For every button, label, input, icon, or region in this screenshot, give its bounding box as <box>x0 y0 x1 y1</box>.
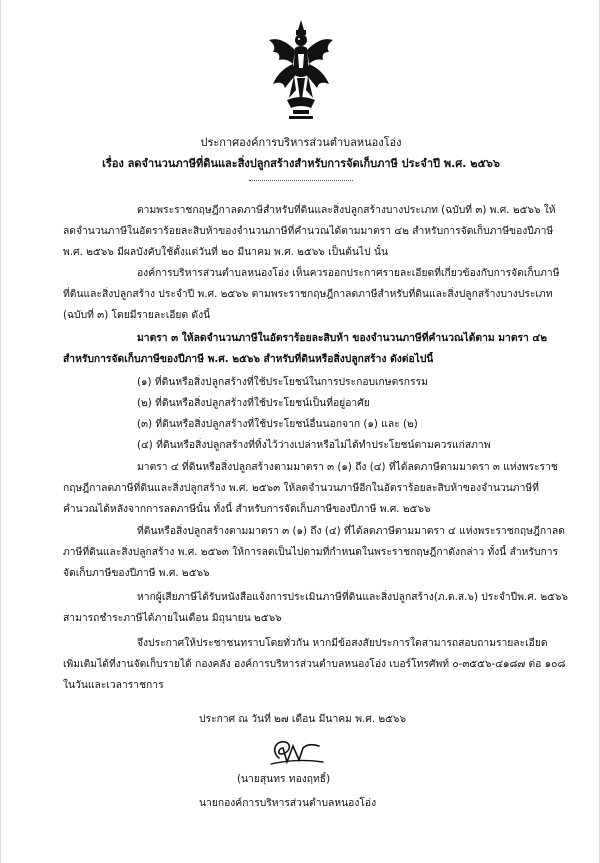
list-item: (๒) ที่ดินหรือสิ่งปลูกสร้างที่ใช้ประโยชน์เป็นที่อยู่อาศัย <box>137 397 370 409</box>
paragraph-line: จัดเก็บภาษีของปีภาษี พ.ศ. ๒๕๖๖ <box>63 567 210 579</box>
list-item: (๑) ที่ดินหรือสิ่งปลูกสร้างที่ใช้ประโยชน์ในการประกอบเกษตรกรรม <box>137 376 428 388</box>
paragraph-line: มาตรา ๔ ที่ดินหรือสิ่งปลูกสร้างตามมาตรา ๓ (๑) ถึง (๔) ที่ได้ลดภาษีตามมาตรา ๓ แห่งพระราช <box>137 461 558 473</box>
paragraph-line: จึงประกาศให้ประชาชนทราบโดยทั่วกัน หากมีข้อสงสัยประการใดสามารถสอบถามรายละเอียด <box>137 637 548 649</box>
date-line: ประกาศ ณ วันที่ ๒๗ เดือน มีนาคม พ.ศ. ๒๕๖๖ <box>199 713 406 725</box>
org-heading: ประกาศองค์การบริหารส่วนตำบลหนองโอ่ง <box>200 136 402 149</box>
paragraph-line: ลดจำนวนภาษีในอัตราร้อยละสิบห้าของจำนวนภาษีที่คำนวณได้ตามมาตรา ๔๒ สำหรับการจัดเก็บภาษีของปีภาษี <box>63 225 554 237</box>
paragraph-line: ตามพระราชกฤษฎีกาลดภาษีสำหรับที่ดินและสิ่งปลูกสร้างบางประเภท (ฉบับที่ ๓) พ.ศ. ๒๕๖๖ ให้ <box>137 204 556 216</box>
section-3-line: มาตรา ๓ ให้ลดจำนวนภาษีในอัตราร้อยละสิบห้า ของจำนวนภาษีที่คำนวณได้ตาม มาตรา ๔๒ <box>137 332 547 344</box>
signature-image <box>267 734 329 768</box>
paragraph-line: สามารถชำระภาษีได้ภายในเดือน มิถุนายน ๒๕๖๖ <box>63 612 282 624</box>
paragraph-line: ในวันและเวลาราชการ <box>63 679 164 691</box>
paragraph-line: ภาษีที่ดินและสิ่งปลูกสร้าง พ.ศ. ๒๕๖๓ ให้การลดเป็นไปตามที่กำหนดในพระราชกฤษฎีกาดังกล่าว ทั้งนี้ สำหรับการ <box>63 546 559 558</box>
garuda-emblem-icon <box>263 18 339 122</box>
list-item: (๔) ที่ดินหรือสิ่งปลูกสร้างที่ทิ้งไว้ว่างเปล่าหรือไม่ได้ทำประโยชน์ตามควรแก่สภาพ <box>137 439 491 451</box>
signer-title: นายกองค์การบริหารส่วนตำบลหนองโอ่ง <box>199 797 377 809</box>
paragraph-line: องค์การบริหารส่วนตำบลหนองโอ่ง เห็นควรออกประกาศรายละเอียดที่เกี่ยวข้องกับการจัดเก็บภาษี <box>137 267 560 279</box>
signer-name: (นายสุนทร ทองฤทธิ์) <box>237 773 331 785</box>
paragraph-line: (ฉบับที่ ๓) โดยมีรายละเอียด ดังนี้ <box>63 309 211 321</box>
paragraph-line: พ.ศ. ๒๕๖๖ มีผลบังคับใช้ตั้งแต่วันที่ ๒๐ มีนาคม พ.ศ. ๒๕๖๖ เป็นต้นไป นั้น <box>63 246 388 258</box>
paragraph-line: เพิ่มเติมได้ที่งานจัดเก็บรายได้ กองคลัง องค์การบริหารส่วนตำบลหนองโอ่ง เบอร์โทรศัพท์ ๐-๓๕๕๖-๔๑๘๗ ต่อ ๑๐๘ <box>63 658 566 670</box>
paragraph-line: คำนวณได้หลังจากการลดภาษีนั้น ทั้งนี้ สำหรับการจัดเก็บภาษีของปีภาษี พ.ศ. ๒๕๖๖ <box>63 503 431 515</box>
subject-heading: เรื่อง ลดจำนวนภาษีที่ดินและสิ่งปลูกสร้างสำหรับการจัดเก็บภาษี ประจำปี พ.ศ. ๒๕๖๖ <box>102 157 500 170</box>
heading-separator <box>249 180 353 181</box>
paragraph-line: กฤษฎีกาลดภาษีที่ดินและสิ่งปลูกสร้าง พ.ศ. ๒๕๖๓ ให้ลดจำนวนภาษีอีกในอัตราร้อยละสิบห้าของจำนวนภาษีที่ <box>63 482 539 494</box>
paragraph-line: ที่ดินหรือสิ่งปลูกสร้างตามมาตรา ๓ (๑) ถึง (๔) ที่ได้ลดภาษีตามมาตรา ๔ แห่งพระราชกฤษฎีกาลด <box>137 525 565 537</box>
section-3-line: สำหรับการจัดเก็บภาษีของปีภาษี พ.ศ. ๒๕๖๖ สำหรับที่ดินหรือสิ่งปลูกสร้าง ดังต่อไปนี้ <box>63 353 434 365</box>
paragraph-line: ที่ดินและสิ่งปลูกสร้าง ประจำปี พ.ศ. ๒๕๖๖ ตามพระราชกฤษฎีกาลดภาษีสำหรับที่ดินและสิ่งปลูกสร้างบางประเภท <box>63 288 553 300</box>
list-item: (๓) ที่ดินหรือสิ่งปลูกสร้างที่ใช้ประโยชน์อื่นนอกจาก (๑) และ (๒) <box>137 418 418 430</box>
paragraph-line: หากผู้เสียภาษีได้รับหนังสือแจ้งการประเมินภาษีที่ดินและสิ่งปลูกสร้าง(ภ.ด.ส.๖) ประจำปีพ.ศ. ๒๕๖๖ <box>137 591 569 603</box>
